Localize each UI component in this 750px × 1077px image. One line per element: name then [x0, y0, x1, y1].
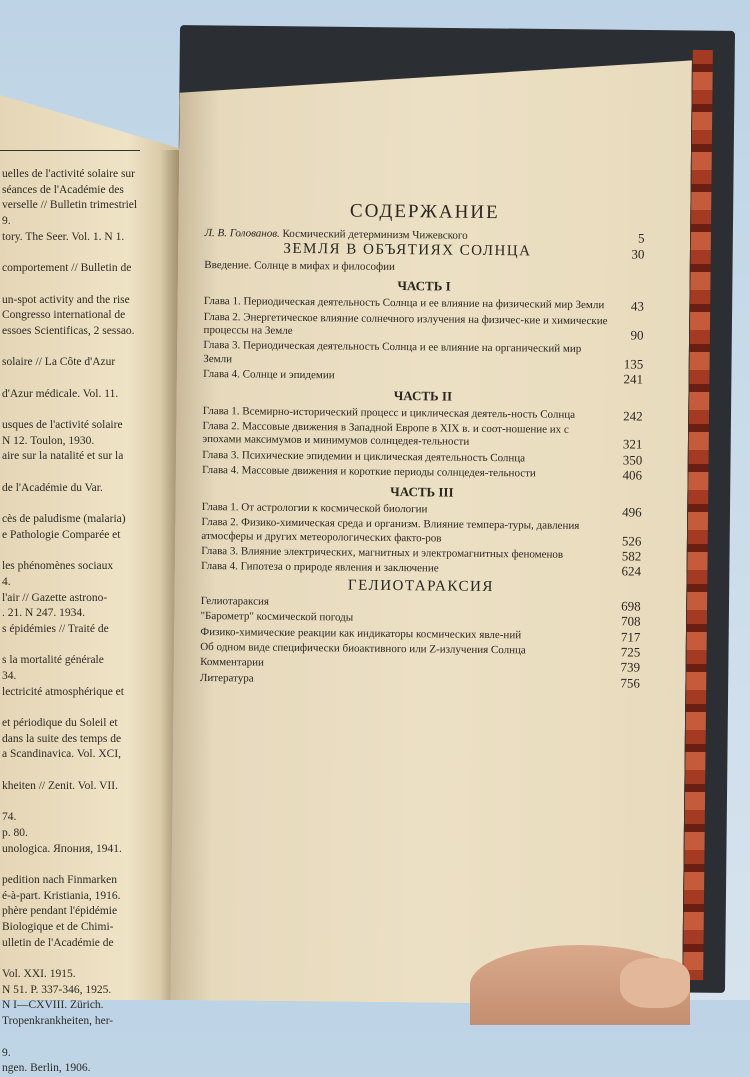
toc-entry-text: Литература — [199, 671, 254, 685]
toc-title: СОДЕРЖАНИЕ — [349, 200, 500, 224]
left-page-line — [2, 402, 172, 418]
toc-entry-page: 135 — [623, 356, 644, 372]
part-2-entries — [202, 405, 643, 483]
left-page-line: un-spot activity and the rise — [2, 293, 130, 306]
toc-entry-text: Об одном виде специфически биоактивного или Z-излучения Солнца — [200, 640, 526, 657]
toc-entry-text: Глава 2. Массовые движения в Западной Европе в XIX в. и соот-ношение их с эпохами максимумов и минимумов солнцедея-тельности — [202, 420, 569, 449]
left-page-line — [2, 763, 172, 779]
left-page-line: 4. — [2, 575, 11, 588]
toc-entry-text: Глава 1. Периодическая деятельность Солнца и ее влияние на физический мир Земли — [203, 295, 605, 312]
toc-entry — [201, 516, 641, 547]
toc-entry-text: Глава 4. Солнце и эпидемии — [203, 368, 335, 382]
left-page-line — [2, 1030, 172, 1046]
left-page-line — [2, 638, 172, 654]
toc-entry-page: 43 — [630, 298, 644, 314]
left-page-line: pedition nach Finmarken — [2, 873, 117, 886]
left-page-line: solaire // La Côte d'Azur — [2, 356, 116, 369]
left-page-line: e Pathologie Comparée et — [2, 528, 121, 541]
toc-entry-page: 708 — [620, 613, 641, 629]
toc-entry-text: Глава 1. Всемирно-исторический процесс и циклическая деятель-ность Солнца — [202, 404, 576, 421]
toc-entry-page: 717 — [620, 628, 641, 645]
left-page-line: Vol. XXI. 1915. — [2, 968, 76, 981]
left-page-line: unologica. Япония, 1941. — [2, 842, 122, 855]
part-1-entries — [203, 295, 644, 386]
toc-entry-text: Глава 4. Гипотеза о природе явления и заключение — [201, 560, 439, 575]
toc-entry-page: 350 — [622, 452, 643, 468]
toc-entry-page: 241 — [623, 371, 644, 387]
left-page-line: de l'Académie du Var. — [2, 481, 103, 494]
toc-entry — [200, 672, 640, 690]
left-page-line: les phénomènes sociaux — [2, 560, 114, 573]
part-3-heading: ЧАСТЬ III — [390, 483, 454, 500]
toc-entry-page: 406 — [622, 467, 643, 483]
toc-entry-text: Глава 3. Влияние электрических, магнитных и электромагнитных феноменов — [201, 544, 564, 561]
toc-entry — [203, 368, 643, 386]
toc-entry-page: 90 — [630, 327, 644, 343]
left-page-line: Congresso international de — [2, 309, 126, 322]
toc-entry — [203, 339, 643, 370]
left-page-line: N 51. P. 337-346, 1925. — [2, 983, 112, 996]
left-page-line: ulletin de l'Académie de — [2, 936, 114, 949]
toc-entry-text: Глава 2. Энергетическое влияние солнечного излучения на физичес-кие и химические процессы на Земле — [203, 310, 608, 337]
toc-entry-page: 698 — [621, 598, 641, 614]
section-title: ЗЕМЛЯ В ОБЪЯТИЯХ СОЛНЦА — [283, 241, 532, 260]
left-page-rule — [0, 150, 140, 151]
toc-entry — [202, 464, 642, 482]
left-page-line: kheiten // Zenit. Vol. VII. — [2, 779, 118, 792]
left-page-line: p. 80. — [2, 826, 28, 839]
toc-entry-page: 624 — [621, 563, 642, 579]
left-page-line: N I—CXVIII. Zürich. — [2, 999, 104, 1012]
toc-entry-page: 526 — [621, 532, 642, 549]
toc-entry-text: Комментарии — [200, 656, 265, 669]
toc-entry-page: 30 — [631, 246, 645, 263]
left-page-line: 74. — [2, 811, 17, 824]
left-page-line: 34. — [2, 670, 17, 682]
left-page-line: s la mortalité générale — [2, 654, 104, 667]
left-page-line — [2, 857, 172, 873]
left-page-line — [2, 544, 172, 560]
left-page-line — [2, 951, 172, 967]
toc-entry-text: Космический детерминизм Чижевского — [282, 227, 468, 242]
left-page-line: aire sur la natalité et sur la — [2, 450, 124, 463]
left-page-line — [2, 277, 172, 293]
left-page-line: comportement // Bulletin de — [2, 262, 132, 275]
left-page-line: 9. — [2, 215, 11, 228]
left-page-line: essoes Scientificas, 2 sessao. — [2, 324, 135, 337]
left-page-line — [2, 795, 172, 811]
left-page-line: 9. — [2, 1046, 11, 1059]
left-page-line: s épidémies // Traité de — [2, 622, 109, 635]
toc-entry-text: Введение. Солнце в мифах и философии — [204, 258, 396, 273]
toc-entry-page: 242 — [623, 408, 643, 424]
left-page-line: . 21. N 247. 1934. — [2, 607, 86, 620]
toc-entry-page: 756 — [620, 675, 640, 691]
left-page-line: Biologique et de Chimi- — [2, 921, 114, 933]
left-page-line: cès de paludisme (malaria) — [2, 513, 126, 526]
toc-entry-text: Глава 3. Периодическая деятельность Солнца и ее влияние на органический мир Земли — [203, 339, 582, 366]
toc-entry-text: Глава 3. Психические эпидемии и циклическая деятельность Солнца — [202, 448, 526, 465]
left-page-line: verselle // Bulletin trimestriel — [2, 199, 138, 212]
part-2-heading: ЧАСТЬ II — [393, 387, 453, 404]
toc-entry-introduction — [204, 259, 644, 277]
left-page-line — [2, 371, 172, 387]
toc-entry-page: 321 — [622, 436, 643, 453]
left-page-line: ngen. Berlin, 1906. — [2, 1062, 91, 1075]
left-page-line: l'air // Gazette astrono- — [2, 591, 108, 604]
left-page-line: d'Azur médicale. Vol. 11. — [2, 387, 119, 400]
part-3-entries — [201, 501, 642, 579]
toc-entry-page: 5 — [637, 230, 645, 246]
toc-entry-text: Физико-химические реакции как индикаторы космических явле-ний — [200, 625, 522, 641]
left-page-line: usques de l'activité solaire — [2, 419, 123, 431]
left-page-line: N 12. Toulon, 1930. — [2, 434, 95, 447]
section-2-entries — [200, 595, 641, 690]
toc-entry-page: 739 — [620, 659, 641, 675]
toc-entry-text: "Барометр" космической погоды — [200, 610, 354, 624]
toc-entry-text: Глава 4. Массовые движения и короткие периоды солнцедея-тельности — [202, 464, 536, 480]
left-page-line: tory. The Seer. Vol. 1. N 1. — [2, 230, 125, 243]
left-page-line: Tropenkrankheiten, her- — [2, 1015, 114, 1028]
left-page-line: dans la suite des temps de — [2, 732, 122, 745]
toc-entry — [204, 311, 644, 342]
left-page-line — [2, 465, 172, 481]
left-page-line: séances de l'Académie des — [2, 183, 124, 196]
toc-entry-page: 496 — [622, 504, 642, 520]
part-1-heading: ЧАСТЬ I — [397, 278, 451, 294]
left-page-line: phère pendant l'épidémie — [2, 905, 118, 918]
left-page-line: é-à-part. Kristiania, 1916. — [2, 889, 121, 902]
toc-entry-text: Глава 1. От астрологии к космической биологии — [201, 500, 428, 516]
left-page-line: uelles de l'activité solaire sur — [2, 168, 135, 180]
toc-entry-text: Гелиотараксия — [200, 594, 270, 608]
toc-entry-text: Глава 2. Физико-химическая среда и организм. Влияние темпера-туры, давления атмосферы и других метеорологических факто-ров — [201, 516, 580, 544]
toc-entry — [202, 420, 642, 451]
left-page-line — [2, 496, 172, 512]
table-of-contents — [200, 195, 645, 692]
left-page-line — [2, 340, 172, 356]
toc-author: Л. В. Голованов. — [204, 226, 280, 240]
left-page-line — [2, 700, 172, 716]
section-2-title: ГЕЛИОТАРАКСИЯ — [347, 577, 494, 595]
toc-entry-page: 725 — [620, 644, 641, 660]
left-page-line: et périodique du Soleil et — [2, 717, 118, 730]
left-page-line — [2, 245, 172, 261]
toc-entry-page: 582 — [621, 548, 642, 564]
left-page-text — [2, 167, 172, 1077]
thumb — [620, 958, 690, 1008]
left-page-line: lectricité atmosphérique et — [2, 685, 124, 698]
left-page-line: a Scandinavica. Vol. XCI, — [2, 748, 122, 761]
